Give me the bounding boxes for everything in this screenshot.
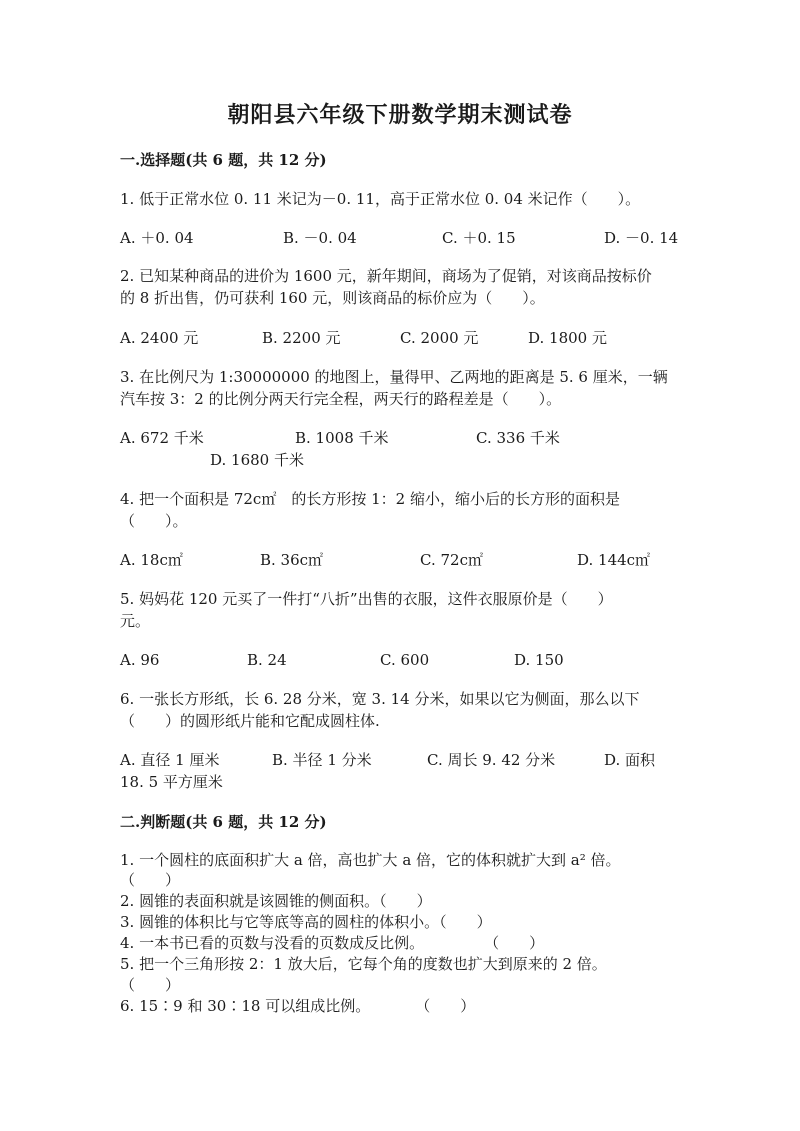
judgement-5-text: 5. 把一个三角形按 2：1 放大后，它每个角的度数也扩大到原来的 2 倍。 — [120, 955, 607, 973]
question-2-option-b[interactable]: B. 2200 元 — [262, 329, 341, 347]
question-3-option-d[interactable]: D. 1680 千米 — [210, 451, 304, 469]
question-2-option-c[interactable]: C. 2000 元 — [400, 329, 479, 347]
question-4-option-d[interactable]: D. 144c㎡ — [577, 551, 651, 569]
question-6-option-a[interactable]: A. 直径 1 厘米 — [120, 751, 220, 769]
question-2-text-line1: 2. 已知某种商品的进价为 1600 元，新年期间，商场为了促销，对该商品按标价 — [120, 267, 652, 285]
question-4-option-c[interactable]: C. 72c㎡ — [420, 551, 483, 569]
question-2-option-d[interactable]: D. 1800 元 — [528, 329, 607, 347]
question-6-option-b[interactable]: B. 半径 1 分米 — [272, 751, 372, 769]
page-title: 朝阳县六年级下册数学期末测试卷 — [227, 102, 573, 128]
judgement-2-text: 2. 圆锥的表面积就是该圆锥的侧面积。（ ） — [120, 892, 432, 910]
question-1-text: 1. 低于正常水位 0. 11 米记为－0. 11，高于正常水位 0. 04 米记作（ ）。 — [120, 190, 641, 208]
question-4-text-line1: 4. 把一个面积是 72c㎡ 的长方形按 1：2 缩小，缩小后的长方形的面积是 — [120, 490, 620, 508]
question-4-option-b[interactable]: B. 36c㎡ — [260, 551, 324, 569]
question-5-option-d[interactable]: D. 150 — [514, 651, 564, 669]
question-6-text-line2: （ ）的圆形纸片能和它配成圆柱体. — [120, 712, 380, 730]
question-3-option-b[interactable]: B. 1008 千米 — [295, 429, 389, 447]
question-4-option-a[interactable]: A. 18c㎡ — [120, 551, 183, 569]
question-5-option-b[interactable]: B. 24 — [247, 651, 287, 669]
question-6-option-c[interactable]: C. 周长 9. 42 分米 — [427, 751, 556, 769]
question-1-option-b[interactable]: B. －0. 04 — [283, 229, 357, 247]
question-4-text-line2: （ ）。 — [120, 512, 188, 530]
judgement-1-answer-blank[interactable]: （ ） — [120, 871, 181, 889]
question-3-text-line1: 3. 在比例尺为 1:30000000 的地图上，量得甲、乙两地的距离是 5. 6 厘米，一辆 — [120, 368, 668, 386]
question-1-option-c[interactable]: C. ＋0. 15 — [442, 229, 516, 247]
question-5-option-a[interactable]: A. 96 — [120, 651, 160, 669]
question-5-text-line1: 5. 妈妈花 120 元买了一件打“八折”出售的衣服，这件衣服原价是（ ） — [120, 590, 613, 608]
question-3-option-a[interactable]: A. 672 千米 — [120, 429, 204, 447]
judgement-3-text: 3. 圆锥的体积比与它等底等高的圆柱的体积小。（ ） — [120, 913, 492, 931]
section-heading-judgement: 二.判断题(共 6 题，共 12 分) — [120, 813, 327, 831]
question-5-option-c[interactable]: C. 600 — [380, 651, 430, 669]
question-2-text-line2: 的 8 折出售，仍可获利 160 元，则该商品的标价应为（ ）。 — [120, 289, 545, 307]
question-6-text-line1: 6. 一张长方形纸，长 6. 28 分米，宽 3. 14 分米，如果以它为侧面，那么以下 — [120, 690, 640, 708]
question-6-option-d-continued: 18. 5 平方厘米 — [120, 773, 223, 791]
question-2-option-a[interactable]: A. 2400 元 — [120, 329, 199, 347]
question-5-text-line2: 元。 — [120, 612, 151, 630]
judgement-6-text: 6. 15∶9 和 30∶18 可以组成比例。 （ ） — [120, 997, 476, 1015]
question-6-option-d[interactable]: D. 面积 — [604, 751, 656, 769]
question-3-option-c[interactable]: C. 336 千米 — [476, 429, 560, 447]
judgement-1-text: 1. 一个圆柱的底面积扩大 a 倍，高也扩大 a 倍，它的体积就扩大到 a² 倍。 — [120, 851, 621, 869]
question-1-option-d[interactable]: D. －0. 14 — [604, 229, 679, 247]
judgement-5-answer-blank[interactable]: （ ） — [120, 976, 181, 994]
question-3-text-line2: 汽车按 3：2 的比例分两天行完全程，两天行的路程差是（ ）。 — [120, 390, 562, 408]
section-heading-choice: 一.选择题(共 6 题，共 12 分) — [120, 151, 327, 169]
judgement-4-text: 4. 一本书已看的页数与没看的页数成反比例。 （ ） — [120, 934, 545, 952]
question-1-option-a[interactable]: A. ＋0. 04 — [120, 229, 194, 247]
